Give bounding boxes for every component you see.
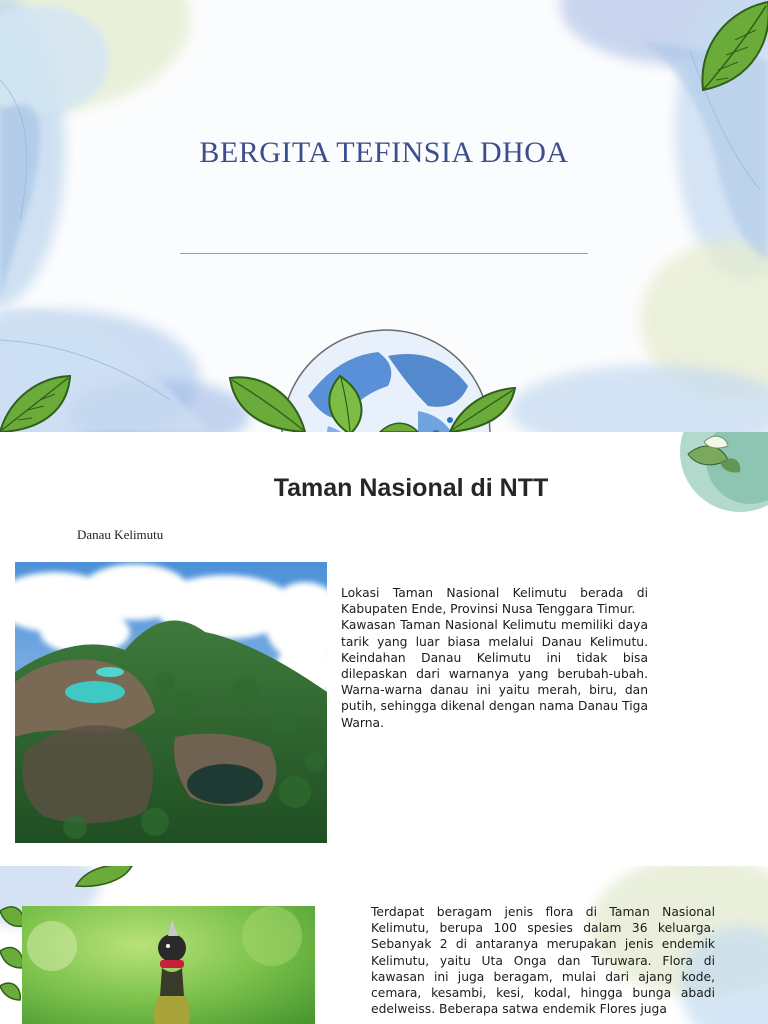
cover-slide <box>0 0 768 432</box>
kelimutu-lake-photo <box>15 562 327 843</box>
cover-title: BERGITA TEFINSIA DHOA <box>199 136 569 169</box>
paragraph-line: Kawasan Taman Nasional Kelimutu memiliki daya tarik yang luar biasa melalui Danau Kelimutu. Keindahan Danau Kelimutu ini tidak bisa dilepaskan dari warnanya yang berubah-ubah. Warna-warna danau ini yaitu merah, biru, dan putih, sehingga dikenal dengan nama Danau Tiga Warna. <box>341 618 648 730</box>
endemic-bird-photo <box>22 906 315 1024</box>
content-slide-flora <box>0 866 768 1024</box>
leaf-icon <box>688 0 768 100</box>
slide-title: Taman Nasional di NTT <box>273 474 549 502</box>
leaf-cluster-icon <box>220 368 540 432</box>
title-divider <box>180 253 588 254</box>
flora-description <box>371 904 715 1017</box>
section-subtitle: Danau Kelimutu <box>77 527 164 542</box>
paragraph-text: Terdapat beragam jenis flora di Taman Nasional Kelimutu, berupa 100 spesies dalam 36 keluarga. Sebanyak 2 di antaranya merupakan jenis endemik Kelimutu, yaitu Uta Onga dan Turuwara. Flora di kawasan ini juga beragam, mulai dari ajang kode, cemara, kesambi, kesi, kodal, hingga bunga abadi edelweiss. Beberapa satwa endemik Flores juga <box>371 905 715 1017</box>
paragraph-line: Lokasi Taman Nasional Kelimutu berada di Kabupaten Ende, Provinsi Nusa Tenggara Timur. <box>341 586 648 617</box>
kelimutu-description <box>341 585 648 731</box>
leaf-icon <box>72 866 142 888</box>
leaf-icon <box>0 372 80 432</box>
content-slide-kelimutu <box>0 432 768 866</box>
